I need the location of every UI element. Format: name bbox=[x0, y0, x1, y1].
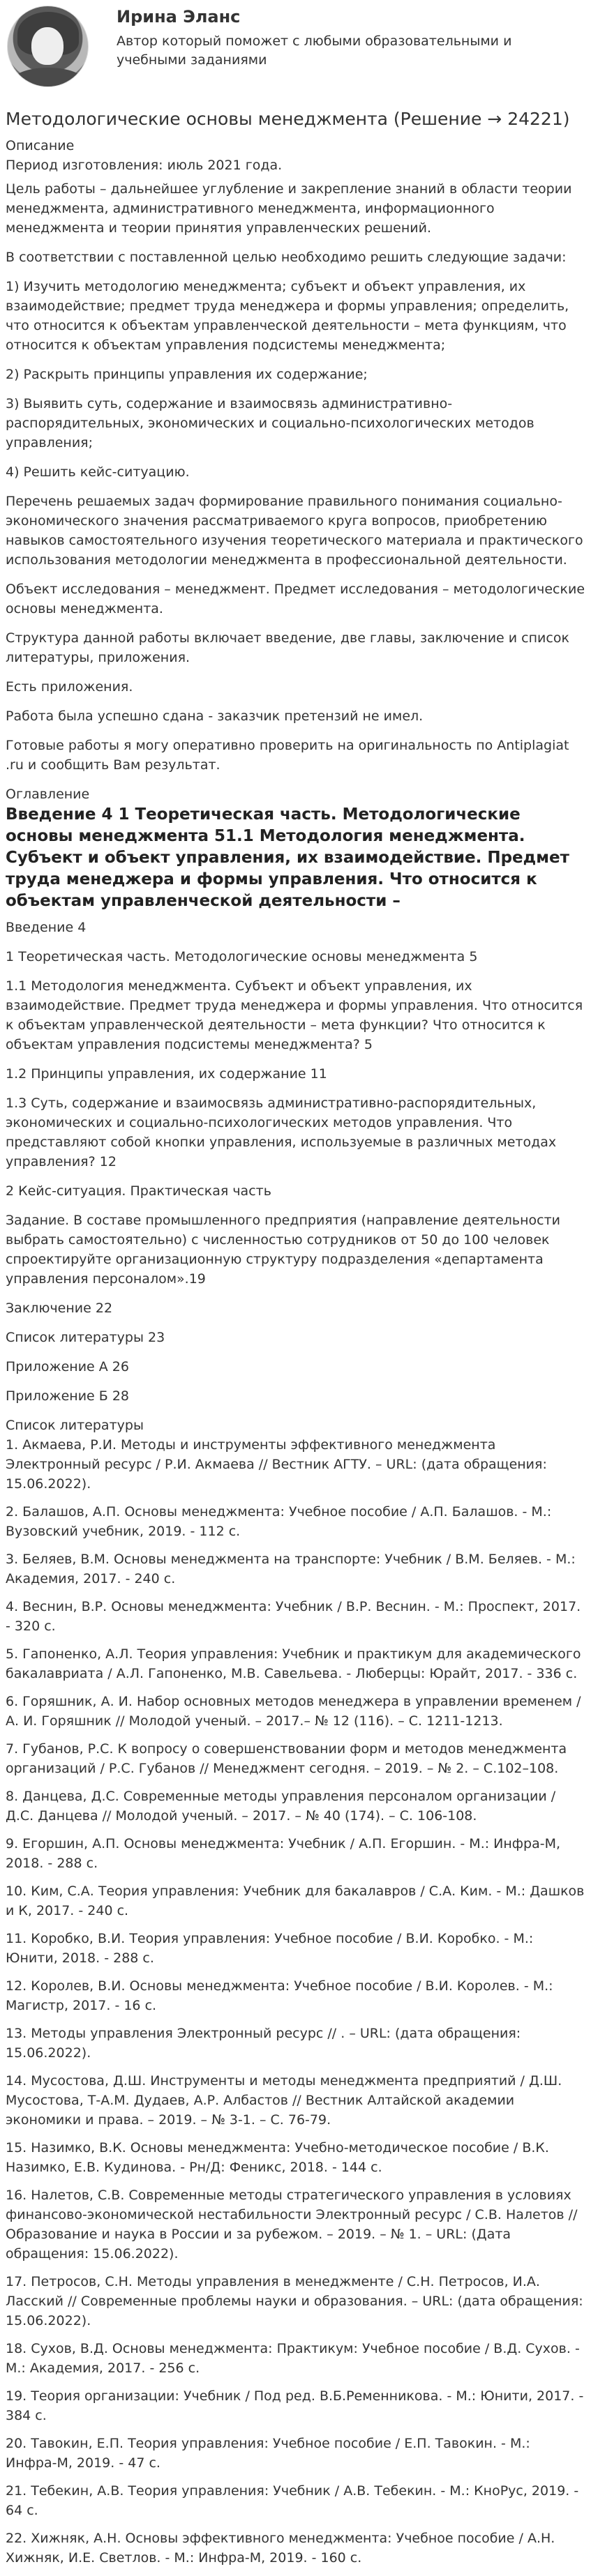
description-paragraph: Работа была успешно сдана - заказчик претензий не имел. bbox=[6, 709, 424, 724]
reference-item: 9. Егоршин, А.П. Основы менеджмента: Учебник / А.П. Егоршин. - М.: Инфра-М, 2018. - 288 c. bbox=[6, 1836, 561, 1871]
author-name[interactable]: Ирина Эланс bbox=[117, 7, 241, 26]
description-paragraph: 2) Раскрыть принципы управления их содержание; bbox=[6, 367, 368, 382]
description-paragraph: Готовые работы я могу оперативно проверить на оригинальность по Antiplagiat .ru и сообщить Вам результат. bbox=[6, 738, 569, 773]
description-paragraph: Перечень решаемых задач формирование правильного понимания социально-экономического значения рассматриваемого круга вопросов, приобретению навыков самостоятельного изучения теоретического материала и практического использования методологии менеджмента в профессиональной деятельности. bbox=[6, 494, 583, 568]
description-paragraph: Цель работы – дальнейшее углубление и закрепление знаний в области теории менеджмента, административного менеджмента, информационного менеджмента и теории принятия управленческих решений. bbox=[6, 181, 572, 236]
description-paragraph: В соответствии с поставленной целью необходимо решить следующие задачи: bbox=[6, 250, 567, 265]
reference-item: 1. Акмаева, Р.И. Методы и инструменты эффективного менеджмента Электронный ресурс / Р.И. Акмаева // Вестник АГТУ. – URL: (дата обращения: 15.06.2022). bbox=[6, 1437, 547, 1492]
toc-item: Введение 4 bbox=[6, 920, 87, 935]
author-info bbox=[117, 6, 585, 70]
reference-item: 2. Балашов, А.П. Основы менеджмента: Учебное пособие / А.П. Балашов. - М.: Вузовский учебник, 2019. - 112 c. bbox=[6, 1504, 552, 1539]
description-paragraph: 3) Выявить суть, содержание и взаимосвязь административно-распорядительных, экономических и социально-психологических методов управления; bbox=[6, 396, 534, 450]
description-paragraph: 1) Изучить методологию менеджмента; субъект и объект управления, их взаимодействие; предмет труда менеджера и формы управления; определить, что относится к объектам управленческой деятельности – мета функциям, что относится к объектам управления подсистемы менеджмента; bbox=[6, 279, 569, 353]
description-label: Описание bbox=[6, 138, 75, 153]
toc-item: Список литературы 23 bbox=[6, 1330, 165, 1345]
description-paragraph: Объект исследования – менеджмент. Предмет исследования – методологические основы менеджмента. bbox=[6, 582, 585, 616]
reference-item: 7. Губанов, Р.С. К вопросу о совершенствовании форм и методов менеджмента организаций / Р.С. Губанов // Менеджмент сегодня. – 2019. – № 2. – С.102–108. bbox=[6, 1741, 567, 1776]
toc-label: Оглавление bbox=[6, 787, 90, 802]
toc-item: 1.2 Принципы управления, их содержание 11 bbox=[6, 1066, 327, 1082]
reference-item: 16. Налетов, С.В. Современные методы стратегического управления в условиях финансово-экономической нестабильности Электронный ресурс / С.В. Налетов // Образование и наука в России и за рубежом. – 2019. – № 1. – URL: (Дата обращения: 15.06.2022). bbox=[6, 2188, 578, 2261]
reference-item: 8. Данцева, Д.С. Современные методы управления персоналом организации / Д.С. Данцева // Молодой ученый. – 2017. – № 40 (174). – С. 106-108. bbox=[6, 1789, 556, 1824]
author-header bbox=[0, 0, 591, 86]
description-paragraph: Есть приложения. bbox=[6, 679, 133, 695]
reference-item: 22. Хижняк, А.Н. Основы эффективного менеджмента: Учебное пособие / А.Н. Хижняк, И.Е. Светлов. - М.: Инфра-М, 2019. - 160 c. bbox=[6, 2531, 555, 2566]
toc-item: 1.3 Суть, содержание и взаимосвязь административно-распорядительных, экономических и социально-психологических методов управления. Что представляют собой кнопки управления, используемые в различных методах управления? 12 bbox=[6, 1096, 557, 1169]
reference-item: 18. Сухов, В.Д. Основы менеджмента: Практикум: Учебное пособие / В.Д. Сухов. - М.: Академия, 2017. - 256 c. bbox=[6, 2341, 580, 2376]
reference-item: 20. Тавокин, Е.П. Теория управления: Учебное пособие / Е.П. Тавокин. - М.: Инфра-М, 2019. - 47 c. bbox=[6, 2436, 530, 2471]
toc-item: Задание. В составе промышленного предприятия (направление деятельности выбрать самостоятельно) с численностью сотрудников от 50 до 100 человек спроектируйте организационную структуру подразделения «департамента управления персоналом».19 bbox=[6, 1213, 561, 1287]
description-section bbox=[6, 156, 585, 775]
toc-heading: Введение 4 1 Теоретическая часть. Методологические основы менеджмента 51.1 Методология менеджмента. Субъект и объект управления, их взаимодействие. Предмет труда менеджера и формы управления. Что относится к объектам управленческой деятельности – bbox=[6, 805, 569, 910]
toc-item: 1 Теоретическая часть. Методологические основы менеджмента 5 bbox=[6, 949, 478, 964]
description-paragraph: 4) Решить кейс-ситуацию. bbox=[6, 464, 190, 480]
reference-item: 19. Теория организации: Учебник / Под ред. В.Б.Ременникова. - М.: Юнити, 2017. - 384 c. bbox=[6, 2388, 584, 2423]
reference-item: 13. Методы управления Электронный ресурс // . – URL: (дата обращения: 15.06.2022). bbox=[6, 2026, 521, 2061]
toc-item: 2 Кейс-ситуация. Практическая часть bbox=[6, 1183, 271, 1199]
reference-item: 12. Королев, В.И. Основы менеджмента: Учебное пособие / В.И. Королев. - М.: Магистр, 2017. - 16 c. bbox=[6, 1978, 553, 2013]
reference-item: 6. Горяшник, А. И. Набор основных методов менеджера в управлении временем / А. И. Горяшник // Молодой ученый. – 2017.– № 12 (116). – С. 1211-1213. bbox=[6, 1694, 581, 1729]
toc-item: 1.1 Методология менеджмента. Субъект и объект управления, их взаимодействие. Предмет труда менеджера и формы управления. Что относится к объектам управленческой деятельности – мета функции? Что относится к объектам управления подсистемы менеджмента? 5 bbox=[6, 978, 583, 1052]
page-title: Методологические основы менеджмента (Решение → 24221) bbox=[6, 109, 570, 129]
reference-item: 15. Назимко, В.К. Основы менеджмента: Учебно-методическое пособие / В.К. Назимко, Е.В. Кудинова. - Рн/Д: Феникс, 2018. - 144 c. bbox=[6, 2140, 549, 2175]
toc-item: Заключение 22 bbox=[6, 1301, 113, 1316]
main-content bbox=[0, 86, 591, 2568]
description-paragraph: Период изготовления: июль 2021 года. bbox=[6, 158, 283, 173]
avatar-shoulders bbox=[12, 68, 84, 87]
reference-item: 4. Веснин, В.Р. Основы менеджмента: Учебник / В.Р. Веснин. - М.: Проспект, 2017. - 320 c. bbox=[6, 1599, 581, 1634]
references-section bbox=[6, 1435, 585, 2568]
reference-item: 21. Тебекин, А.В. Теория управления: Учебник / А.В. Тебекин. - М.: КноРус, 2019. - 64 c. bbox=[6, 2483, 579, 2518]
reference-item: 11. Коробко, В.И. Теория управления: Учебное пособие / В.И. Коробко. - М.: Юнити, 2018. - 288 c. bbox=[6, 1931, 534, 1966]
reference-item: 3. Беляев, В.М. Основы менеджмента на транспорте: Учебник / В.М. Беляев. - М.: Академия, 2017. - 240 c. bbox=[6, 1552, 576, 1586]
author-avatar[interactable] bbox=[7, 6, 89, 87]
toc-item: Приложение Б 28 bbox=[6, 1388, 130, 1404]
description-paragraph: Структура данной работы включает введение, две главы, заключение и список литературы, приложения. bbox=[6, 630, 569, 665]
toc-section bbox=[6, 918, 585, 1406]
reference-item: 17. Петросов, С.Н. Методы управления в менеджменте / С.Н. Петросов, И.А. Ласский // Современные проблемы науки и образования. – URL: (дата обращения: 15.06.2022). bbox=[6, 2274, 583, 2328]
reference-item: 5. Гапоненко, А.Л. Теория управления: Учебник и практикум для академического бакалавриата / А.Л. Гапоненко, М.В. Савельева. - Люберцы: Юрайт, 2017. - 336 c. bbox=[6, 1646, 581, 1681]
author-description: Автор который поможет с любыми образовательными и учебными заданиями bbox=[117, 33, 512, 68]
reference-item: 10. Ким, С.А. Теория управления: Учебник для бакалавров / С.А. Ким. - М.: Дашков и К, 2017. - 240 c. bbox=[6, 1884, 585, 1918]
toc-item: Приложение А 26 bbox=[6, 1359, 129, 1374]
reference-item: 14. Мусостова, Д.Ш. Инструменты и методы менеджмента предприятий / Д.Ш. Мусостова, Т-А.М. Дудаев, А.Р. Албастов // Вестник Алтайской академии экономики и права. – 2019. – № 3-1. – С. 76-79. bbox=[6, 2073, 562, 2128]
avatar-face bbox=[31, 27, 63, 65]
references-label: Список литературы bbox=[6, 1418, 144, 1433]
